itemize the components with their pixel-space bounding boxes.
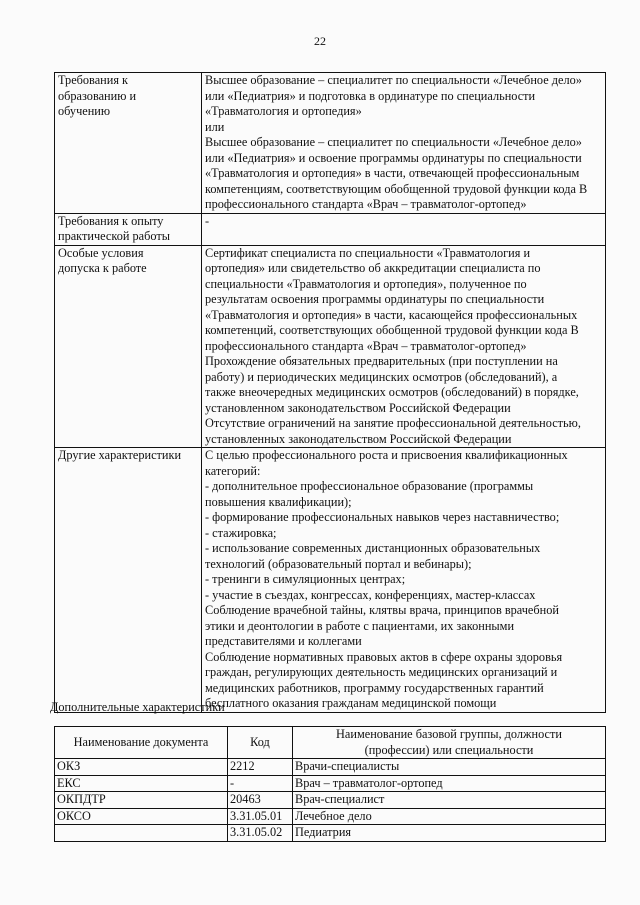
value-line: - использование современных дистанционных образовательных <box>205 541 541 555</box>
document-cell: ОКСО <box>55 808 228 825</box>
table-row <box>55 775 606 792</box>
value-line: профессионального стандарта «Врач – травматолог-ортопед» <box>205 197 527 211</box>
value-line: или <box>205 119 225 134</box>
table-row <box>55 73 606 214</box>
label-line: Требования к <box>58 73 129 87</box>
value-line: Соблюдение нормативных правовых актов в сфере охраны здоровья <box>205 649 563 664</box>
table-row <box>55 245 606 448</box>
label-line: Особые условия <box>58 245 144 260</box>
value-line: бесплатного оказания гражданам медицинской помощи <box>205 696 497 710</box>
group-name-cell: Врач – травматолог-ортопед <box>293 775 606 792</box>
code-cell: 2212 <box>228 759 293 776</box>
value-line: повышения квалификации); <box>205 494 352 509</box>
header-document-name: Наименование документа <box>55 727 228 759</box>
group-name-cell: Педиатрия <box>293 825 606 842</box>
row-value <box>202 213 606 245</box>
value-line: Отсутствие ограничений на занятие профессиональной деятельностью, <box>205 416 581 430</box>
table-header-row <box>55 727 606 759</box>
row-label <box>55 448 202 713</box>
value-line: «Травматология и ортопедия» в части, отвечающей профессиональным <box>205 166 580 180</box>
value-line: - участие в съездах, конгрессах, конференциях, мастер-классах <box>205 587 536 602</box>
value-line: - стажировка; <box>205 525 277 540</box>
value-line: установленных законодательством Российской Федерации <box>205 431 512 446</box>
value-line: категорий: <box>205 463 261 478</box>
page-number: 22 <box>314 34 326 48</box>
label-line: образованию и <box>58 88 137 103</box>
value-line: результатам освоения программы ординатуры по специальности <box>205 292 545 306</box>
value-line: также внеочередных медицинских осмотров (обследований) в порядке, <box>205 385 579 399</box>
value-line: Прохождение обязательных предварительных (при поступлении на <box>205 354 558 368</box>
label-line: практической работы <box>58 229 170 243</box>
qualification-requirements-table <box>54 72 606 713</box>
value-line: компетенциям, соответствующим обобщенной трудовой функции кода В <box>205 181 588 196</box>
table-row <box>55 213 606 245</box>
value-line: - тренинги в симуляционных центрах; <box>205 572 406 586</box>
row-value <box>202 73 606 214</box>
label-line: допуска к работе <box>58 261 147 275</box>
group-name-cell: Врач-специалист <box>293 792 606 809</box>
value-line: установленном законодательством Российской Федерации <box>205 400 511 415</box>
value-line: ортопедия» или свидетельство об аккредитации специалиста по <box>205 261 541 275</box>
document-cell: ОКЗ <box>55 759 228 776</box>
table-row <box>55 759 606 776</box>
value-line: медицинских работников, программу государственных гарантий <box>205 680 544 695</box>
header-code: Код <box>228 727 293 759</box>
document-cell: ОКПДТР <box>55 792 228 809</box>
value-line: работу) и периодических медицинских осмотров (обследований), а <box>205 369 558 384</box>
value-line: специальности «Травматология и ортопедия», полученное по <box>205 276 527 291</box>
value-line: или «Педиатрия» и подготовка в ординатуре по специальности <box>205 88 536 103</box>
row-label <box>55 213 202 245</box>
value-line: - формирование профессиональных навыков через наставничество; <box>205 510 560 524</box>
code-cell: 3.31.05.02 <box>228 825 293 842</box>
label-line: Требования к опыту <box>58 213 164 228</box>
value-line: «Травматология и ортопедия» в части, касающейся профессиональных <box>205 307 578 322</box>
document-cell <box>55 825 228 842</box>
value-line: С целью профессионального роста и присвоения квалификационных <box>205 448 568 462</box>
row-value <box>202 245 606 448</box>
table-row <box>55 808 606 825</box>
value-line: компетенций, соответствующих обобщенной трудовой функции кода В <box>205 323 579 337</box>
document-cell: ЕКС <box>55 775 228 792</box>
row-value <box>202 448 606 713</box>
table-row <box>55 448 606 713</box>
group-name-cell: Лечебное дело <box>293 808 606 825</box>
value-line: Высшее образование – специалитет по специальности «Лечебное дело» <box>205 135 582 149</box>
additional-characteristics-table <box>54 726 606 842</box>
value-line: или «Педиатрия» и освоение программы ординатуры по специальности <box>205 150 582 165</box>
value-line: этики и деонтологии в работе с пациентами, их законными <box>205 618 515 633</box>
table-row <box>55 825 606 842</box>
table-row <box>55 792 606 809</box>
value-line: профессионального стандарта «Врач – травматолог-ортопед» <box>205 338 527 353</box>
value-line: - дополнительное профессиональное образование (программы <box>205 479 534 493</box>
value-line: представителями и коллегами <box>205 634 362 648</box>
code-cell: - <box>228 775 293 792</box>
value-line: Сертификат специалиста по специальности «Травматология и <box>205 245 531 260</box>
value-line: Соблюдение врачебной тайны, клятвы врача, принципов врачебной <box>205 603 559 617</box>
label-line: Другие характеристики <box>58 448 182 462</box>
value-line: - <box>205 213 210 228</box>
group-name-cell: Врачи-специалисты <box>293 759 606 776</box>
label-line: обучению <box>58 104 111 118</box>
header-group-name-line2: (профессии) или специальности <box>364 742 534 757</box>
row-label <box>55 73 202 214</box>
section-title: Дополнительные характеристики <box>50 700 225 714</box>
value-line: Высшее образование – специалитет по специальности «Лечебное дело» <box>205 73 582 87</box>
value-line: технологий (образовательный портал и вебинары); <box>205 556 472 571</box>
header-group-name-line1: Наименование базовой группы, должности <box>336 727 562 741</box>
code-cell: 20463 <box>228 792 293 809</box>
row-label <box>55 245 202 448</box>
code-cell: 3.31.05.01 <box>228 808 293 825</box>
value-line: граждан, регулирующих деятельность медицинских организаций и <box>205 665 558 679</box>
value-line: «Травматология и ортопедия» <box>205 104 362 118</box>
header-group-name <box>293 727 606 759</box>
